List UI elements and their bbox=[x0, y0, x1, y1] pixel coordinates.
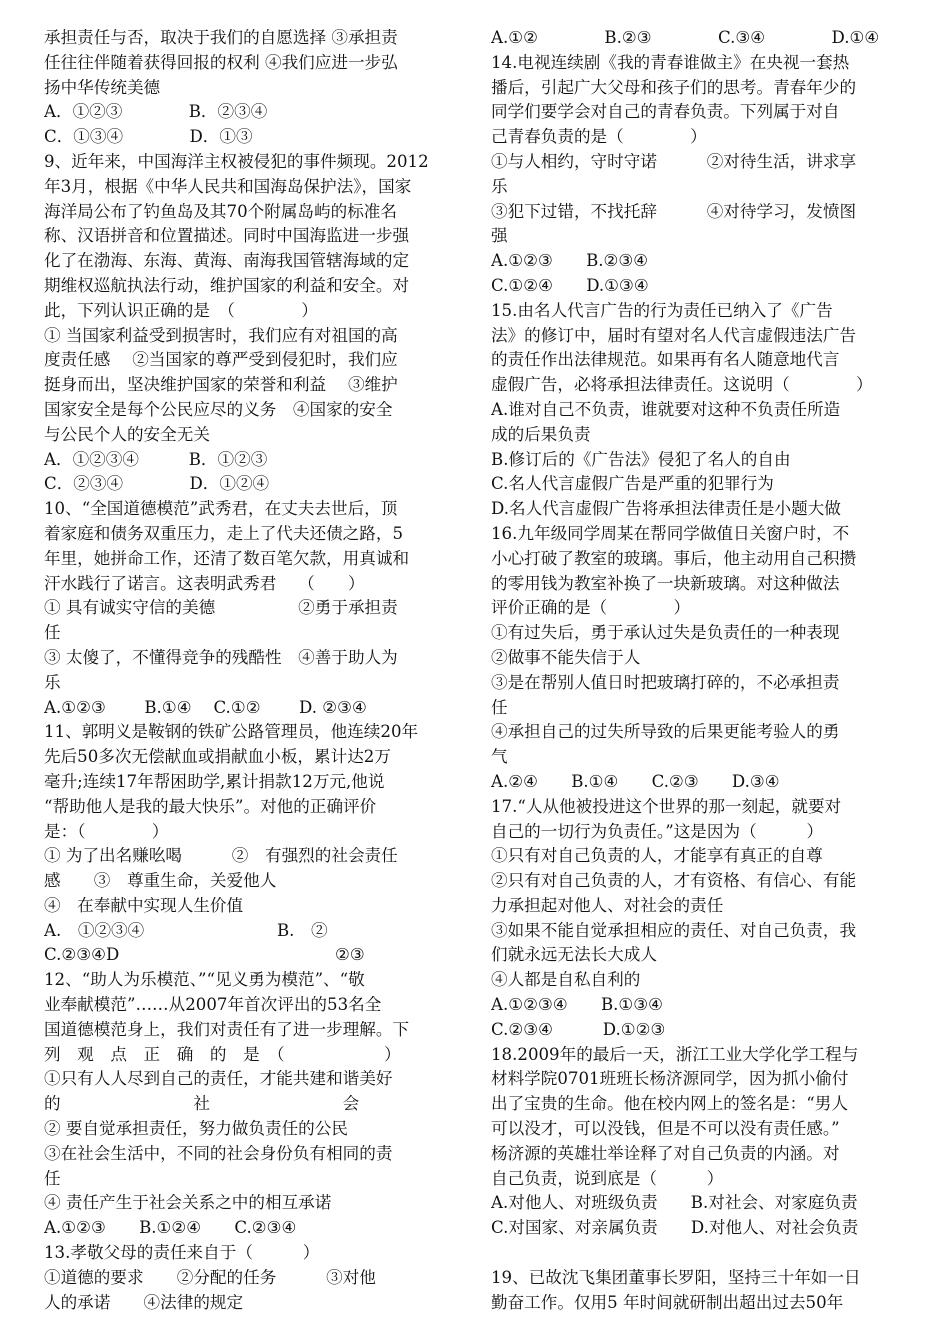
text-line: 16.九年级同学周某在帮同学做值日关窗户时，不 bbox=[491, 523, 850, 543]
text-line: 评价正确的是（ ） bbox=[491, 598, 691, 618]
text-line: 播后，引起广大父母和孩子们的思考。青春年少的 bbox=[491, 77, 857, 97]
text-line: 任往往伴随着获得回报的权利 ④我们应进一步弘 bbox=[44, 52, 398, 72]
text-line: 着家庭和债务双重压力，走上了代夫还债之路，5 bbox=[44, 523, 404, 543]
text-line: 法》的修订中，届时有望对名人代言虚假违法广告 bbox=[491, 325, 857, 345]
text-line: C.对国家、对亲属负责 D.对他人、对社会负责 bbox=[491, 1218, 859, 1238]
text-line: 10、“全国道德模范”武秀君，在丈夫去世后，顶 bbox=[44, 499, 398, 519]
text-line: 人的承诺 ④法律的规定 bbox=[44, 1292, 244, 1312]
text-line: ④ 责任产生于社会关系之中的相互承诺 bbox=[44, 1193, 332, 1213]
text-line: 列 观 点 正 确 的 是 （ ） bbox=[44, 1044, 401, 1064]
text-line: 毫升;连续17年帮困助学,累计捐款12万元,他说 bbox=[44, 771, 385, 791]
text-line: 任 bbox=[44, 623, 61, 643]
text-line: 乐 bbox=[491, 176, 508, 196]
text-line: 17.“人从他被投进这个世界的那一刻起，就要对 bbox=[491, 796, 842, 816]
text-line: ① 为了出名赚吆喝 ② 有强烈的社会责任 bbox=[44, 846, 398, 866]
text-line: ③ 太傻了，不懂得竞争的残酷性 ④善于助人为 bbox=[44, 647, 398, 667]
text-line: D.名人代言虚假广告将承担法律责任是小题大做 bbox=[491, 499, 841, 519]
text-line: 的零用钱为教室补换了一块新玻璃。对这种做法 bbox=[491, 573, 840, 593]
text-line: 们就永远无法长大成人 bbox=[491, 945, 657, 965]
text-line: 先后50多次无偿献血或捐献血小板，累计达2万 bbox=[44, 747, 391, 767]
text-line: C.①②④ D.①③④ bbox=[491, 275, 649, 295]
text-line: 杨济源的英雄壮举诠释了对自己负责的内涵。对 bbox=[491, 1143, 840, 1163]
text-line: ① 当国家利益受到损害时，我们应有对祖国的高 bbox=[44, 325, 398, 345]
text-line: A．①②③ B．②③④ bbox=[44, 102, 268, 122]
text-line: 15.由名人代言广告的行为责任已纳入了《广告 bbox=[491, 300, 833, 320]
text-line: 称、汉语拼音和位置描述。同时中国海监进一步强 bbox=[44, 226, 410, 246]
text-line: 感 ③ 尊重生命，关爱他人 bbox=[44, 871, 277, 891]
text-line: 国道德模范身上，我们对责任有了进一步理解。下 bbox=[44, 1019, 410, 1039]
text-line: 14.电视连续剧《我的青春谁做主》在央视一套热 bbox=[491, 52, 850, 72]
text-line: C.②③④ D.①②③ bbox=[491, 1019, 666, 1039]
text-line: 的责任作出法律规范。如果再有名人随意地代言 bbox=[491, 350, 840, 370]
text-line: 乐 bbox=[44, 672, 61, 692]
text-line: 业奉献模范”……从2007年首次评出的53名全 bbox=[44, 995, 382, 1015]
text-line: 化了在渤海、东海、黄海、南海我国管辖海域的定 bbox=[44, 251, 410, 271]
text-line: 任 bbox=[491, 697, 508, 717]
text-line: ④ 在奉献中实现人生价值 bbox=[44, 895, 244, 915]
text-line: ③犯下过错，不找托辞 ④对待学习，发愤图 bbox=[491, 201, 857, 221]
text-line: C．①③④ D．①③ bbox=[44, 127, 253, 147]
text-line: 成的后果负责 bbox=[491, 424, 591, 444]
text-line: A.①②③ B.①④ C.①② D. ②③④ bbox=[44, 697, 367, 717]
text-line: ①只有对自己负责的人，才能享有真正的自尊 bbox=[491, 846, 823, 866]
text-line: 汗水践行了诺言。这表明武秀君 （ ） bbox=[44, 573, 365, 593]
text-line: C.名人代言虚假广告是严重的犯罪行为 bbox=[491, 474, 774, 494]
text-line: 9、近年来，中国海洋主权被侵犯的事件频现。2012 bbox=[44, 151, 429, 171]
text-line: ③如果不能自觉承担相应的责任、对自己负责，我 bbox=[491, 920, 857, 940]
text-line: 可以没才，可以没钱，但是不可以没有责任感。” bbox=[491, 1119, 840, 1139]
text-line: 度责任感 ②当国家的尊严受到侵犯时，我们应 bbox=[44, 350, 398, 370]
text-line: 同学们要学会对自己的青春负责。下列属于对自 bbox=[491, 102, 840, 122]
text-line: ①道德的要求 ②分配的任务 ③对他 bbox=[44, 1267, 376, 1287]
text-line: 19、已故沈飞集团董事长罗阳，坚持三十年如一日 bbox=[491, 1267, 861, 1287]
text-line: 12、“助人为乐模范、”“见义勇为模范”、“敬 bbox=[44, 970, 365, 990]
text-line: 力承担起对他人、对社会的责任 bbox=[491, 895, 724, 915]
text-line: 挺身而出，坚决维护国家的荣誉和利益 ③维护 bbox=[44, 375, 398, 395]
text-line: 材料学院0701班班长杨济源同学，因为抓小偷付 bbox=[491, 1069, 849, 1089]
text-line: 自己负责，说到底是（ ） bbox=[491, 1168, 724, 1188]
text-line: 11、郭明义是鞍钢的铁矿公路管理员，他连续20年 bbox=[44, 722, 419, 742]
text-line: 勤奋工作。仅用5 年时间就研制出超出过去50年 bbox=[491, 1292, 844, 1312]
text-line: 自己的一切行为负责任。”这是因为（ ） bbox=[491, 821, 824, 841]
text-line: 虚假广告，必将承担法律责任。这说明（ ） bbox=[491, 375, 873, 395]
text-line: ②做事不能失信于人 bbox=[491, 647, 641, 667]
text-line: ③是在帮别人值日时把玻璃打碎的，不必承担责 bbox=[491, 672, 840, 692]
text-line: 出了宝贵的生命。他在校内网上的签名是：“男人 bbox=[491, 1094, 848, 1114]
text-line: 小心打破了教室的玻璃。事后，他主动用自己积攒 bbox=[491, 548, 857, 568]
text-line: 的 社 会 bbox=[44, 1094, 360, 1114]
text-line: A.①②③ B.①②④ C.②③④ bbox=[44, 1218, 297, 1238]
text-line: ②只有对自己负责的人，才有资格、有信心、有能 bbox=[491, 871, 857, 891]
text-line: 己青春负责的是（ ） bbox=[491, 127, 707, 147]
right-column bbox=[491, 26, 907, 1315]
text-line: A.①②③④ B.①③④ bbox=[491, 995, 664, 1015]
text-line: 是：（ ） bbox=[44, 821, 169, 841]
text-line: ② 要自觉承担责任，努力做负责任的公民 bbox=[44, 1119, 348, 1139]
text-line: 18.2009年的最后一天，浙江工业大学化学工程与 bbox=[491, 1044, 859, 1064]
text-line: B.修订后的《广告法》侵犯了名人的自由 bbox=[491, 449, 791, 469]
text-line: 此，下列认识正确的是 （ ） bbox=[44, 300, 318, 320]
text-line: C.②③④D ②③ bbox=[44, 945, 365, 965]
text-line: A.②④ B.①④ C.②③ D.③④ bbox=[491, 771, 780, 791]
text-line: 年里，她拼命工作，还清了数百笔欠款，用真诚和 bbox=[44, 548, 410, 568]
text-line: 承担责任与否，取决于我们的自愿选择 ③承担责 bbox=[44, 28, 398, 47]
text-line: A.①②③ B.②③④ bbox=[491, 251, 649, 271]
text-line: 国家安全是每个公民应尽的义务 ④国家的安全 bbox=[44, 399, 393, 419]
text-line: 年3月，根据《中华人民共和国海岛保护法》，国家 bbox=[44, 176, 412, 196]
text-line: ① 具有诚实守信的美德 ②勇于承担责 bbox=[44, 598, 398, 618]
text-line: 与公民个人的安全无关 bbox=[44, 424, 210, 444]
text-line: ④人都是自私自利的 bbox=[491, 970, 641, 990]
text-line: 扬中华传统美德 bbox=[44, 77, 161, 97]
left-column bbox=[44, 26, 460, 1315]
text-line: 期维权巡航执法行动，维护国家的利益和安全。对 bbox=[44, 275, 410, 295]
text-line: 任 bbox=[44, 1168, 61, 1188]
text-line: 海洋局公布了钓鱼岛及其70个附属岛屿的标准名 bbox=[44, 201, 397, 221]
text-line: 气 bbox=[491, 747, 508, 767]
text-line: A．①②③④ B．①②③ bbox=[44, 449, 268, 469]
text-line bbox=[491, 1241, 907, 1266]
text-line: ①只有人人尽到自己的责任，才能共建和谐美好 bbox=[44, 1069, 393, 1089]
text-line: A.对他人、对班级负责 B.对社会、对家庭负责 bbox=[491, 1193, 858, 1213]
text-line: A. ①②③④ B. ② bbox=[44, 920, 328, 940]
text-line: C．②③④ D．①②④ bbox=[44, 474, 270, 494]
text-line: “帮助他人是我的最大快乐”。对他的正确评价 bbox=[44, 796, 377, 816]
text-line: ①与人相约，守时守诺 ②对待生活，讲求享 bbox=[491, 151, 857, 171]
text-line: 强 bbox=[491, 226, 508, 246]
text-line: ④承担自己的过失所导致的后果更能考验人的勇 bbox=[491, 722, 840, 742]
text-line: ③在社会生活中，不同的社会身份负有相同的责 bbox=[44, 1143, 393, 1163]
text-line: A.谁对自己不负责，谁就要对这种不负责任所造 bbox=[491, 399, 841, 419]
text-line: ①有过失后，勇于承认过失是负责任的一种表现 bbox=[491, 623, 840, 643]
text-line: A.①② B.②③ C.③④ D.①④ bbox=[491, 28, 880, 47]
text-line: 13.孝敬父母的责任来自于（ ） bbox=[44, 1243, 320, 1263]
